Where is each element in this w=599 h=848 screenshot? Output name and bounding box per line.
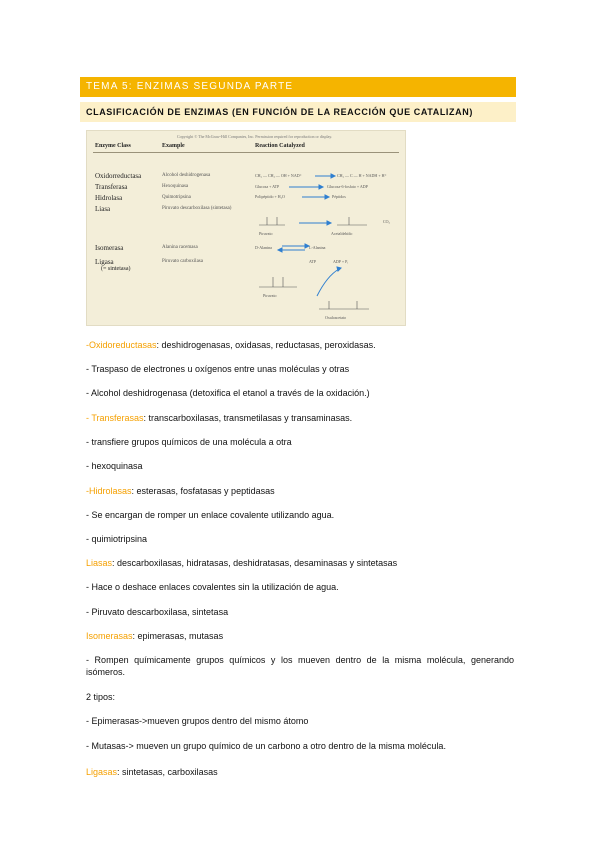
paragraph-text: : esterasas, fosfatasas y peptidasas	[131, 486, 275, 496]
paragraph	[86, 436, 292, 448]
paragraph	[86, 581, 339, 593]
highlight-term: Liasas	[86, 558, 113, 568]
reaction-substrate: Polipéptido + H₂O	[255, 194, 285, 199]
paragraph	[86, 606, 228, 618]
reaction-product: Acetaldehído	[331, 231, 353, 236]
reaction-substrate: Piruvato	[259, 231, 273, 236]
paragraph	[86, 412, 352, 424]
figure-example-label: Piruvato descarboxilasa (sintetasa)	[162, 206, 232, 211]
reaction-substrate: Glucosa + ATP	[255, 184, 280, 189]
paragraph-text: - Se encargan de romper un enlace covalente utilizando agua.	[86, 510, 335, 520]
figure-class-label: Oxidorreductasa	[95, 172, 142, 180]
paragraph-text: - Traspaso de electrones u oxígenos entre unas moléculas y otras	[86, 364, 350, 374]
reaction-arrowhead	[325, 195, 329, 199]
figure-class-label: Isomerasa	[95, 244, 124, 252]
paragraph	[86, 485, 275, 497]
paragraph-text: - hexoquinasa	[86, 461, 143, 471]
paragraph-text: - Epimerasas->mueven grupos dentro del mismo átomo	[86, 716, 309, 726]
highlight-term: -Oxidoreductasas	[86, 340, 157, 350]
reaction-cofactor: ADP + Pᵢ	[333, 259, 348, 264]
reaction-substrate: D-Alanina	[255, 245, 272, 250]
paragraph	[86, 339, 376, 351]
reaction-arrows	[87, 131, 407, 327]
paragraph	[86, 654, 514, 678]
figure-class-label: Liasa	[95, 205, 111, 213]
figure-col-class: Enzyme Class	[95, 143, 131, 149]
paragraph	[86, 766, 218, 778]
paragraph	[86, 740, 446, 752]
paragraph	[86, 630, 223, 642]
reaction-arrowhead	[327, 221, 331, 225]
chemical-structure	[337, 217, 367, 225]
figure-example-label: Quimotripsina	[162, 195, 191, 200]
paragraph-text: - transfiere grupos químicos de una molécula a otra	[86, 437, 292, 447]
reaction-arrowhead	[305, 244, 309, 248]
reaction-product: Glucosa-6-fosfato + ADP	[327, 184, 368, 189]
reaction-arrowhead	[337, 267, 341, 271]
paragraph-text: - Hace o deshace enlaces covalentes sin la utilización de agua.	[86, 582, 339, 592]
paragraph	[86, 460, 143, 472]
paragraph-text: - quimiotripsina	[86, 534, 148, 544]
reaction-product: Oxaloacetato	[325, 315, 347, 320]
reaction-product: CO₂	[383, 219, 390, 224]
figure-copyright: Copyright © The McGraw-Hill Companies, Inc. Permission required for reproduction or display.	[177, 134, 333, 139]
reaction-arrowhead	[278, 248, 282, 252]
reaction-arrowhead	[331, 174, 335, 178]
paragraph	[86, 715, 308, 727]
paragraph-text: - Rompen químicamente grupos químicos y los mueven dentro de la misma molécula, generando isómeros.	[86, 655, 514, 677]
paragraph-text: : deshidrogenasas, oxidasas, reductasas, peroxidasas.	[156, 340, 376, 350]
reaction-cofactor: ATP	[309, 259, 317, 264]
paragraph	[86, 691, 115, 703]
paragraph-text: - Mutasas-> mueven un grupo químico de un carbono a otro dentro de la misma molécula.	[86, 741, 446, 751]
figure-col-example: Example	[162, 143, 185, 149]
paragraph-text: : transcarboxilasas, transmetilasas y transaminasas.	[143, 413, 353, 423]
highlight-term: Isomerasas	[86, 631, 133, 641]
highlight-term: - Transferasas	[86, 413, 144, 423]
reaction-product: Péptidos	[332, 194, 346, 199]
paragraph-text: 2 tipos:	[86, 692, 116, 702]
reaction-product: L-Alanina	[309, 245, 326, 250]
paragraph	[86, 509, 334, 521]
paragraph	[86, 557, 397, 569]
paragraph-text: - Piruvato descarboxilasa, sintetasa	[86, 607, 229, 617]
reaction-substrate: Piruvato	[263, 293, 277, 298]
paragraph	[86, 533, 147, 545]
paragraph-text: : descarboxilasas, hidratasas, deshidratasas, desaminasas y sintetasas	[112, 558, 398, 568]
figure-example-label: Piruvato carboxilasa	[162, 259, 203, 264]
paragraph-text: : sintetasas, carboxilasas	[117, 767, 218, 777]
chemical-structure	[259, 277, 297, 287]
figure-class-label: Ligasa	[95, 258, 114, 266]
section-heading: CLASIFICACIÓN DE ENZIMAS (EN FUNCIÓN DE LA REACCIÓN QUE CATALIZAN)	[80, 102, 516, 122]
paragraph-text: - Alcohol deshidrogenasa (detoxifica el etanol a través de la oxidación.)	[86, 388, 370, 398]
paragraph	[86, 363, 349, 375]
highlight-term: Ligasas	[86, 767, 118, 777]
figure-class-sublabel: (= sintetasa)	[101, 266, 131, 272]
reaction-product: CH₃ — C — H + NADH + H⁺	[337, 173, 387, 178]
chemical-structure	[319, 301, 369, 309]
paragraph	[86, 387, 370, 399]
figure-example-label: Alcohol deshidrogenasa	[162, 173, 211, 178]
reaction-arrowhead	[319, 185, 323, 189]
paragraph-text: : epimerasas, mutasas	[132, 631, 224, 641]
highlight-term: -Hidrolasas	[86, 486, 132, 496]
figure-col-reaction: Reaction Catalyzed	[255, 143, 305, 149]
chemical-structure	[259, 217, 285, 225]
figure-class-label: Hidrolasa	[95, 194, 123, 202]
page-title: TEMA 5: ENZIMAS SEGUNDA PARTE	[80, 77, 516, 97]
figure-class-label: Transferasa	[95, 183, 128, 191]
figure-example-label: Alanina racemasa	[162, 245, 198, 250]
figure-example-label: Hexoquinasa	[162, 184, 189, 189]
reaction-arrow	[317, 269, 339, 296]
enzyme-classification-figure	[86, 130, 406, 326]
reaction-substrate: CH₃ — CH₂ — OH + NAD⁺	[255, 173, 302, 178]
